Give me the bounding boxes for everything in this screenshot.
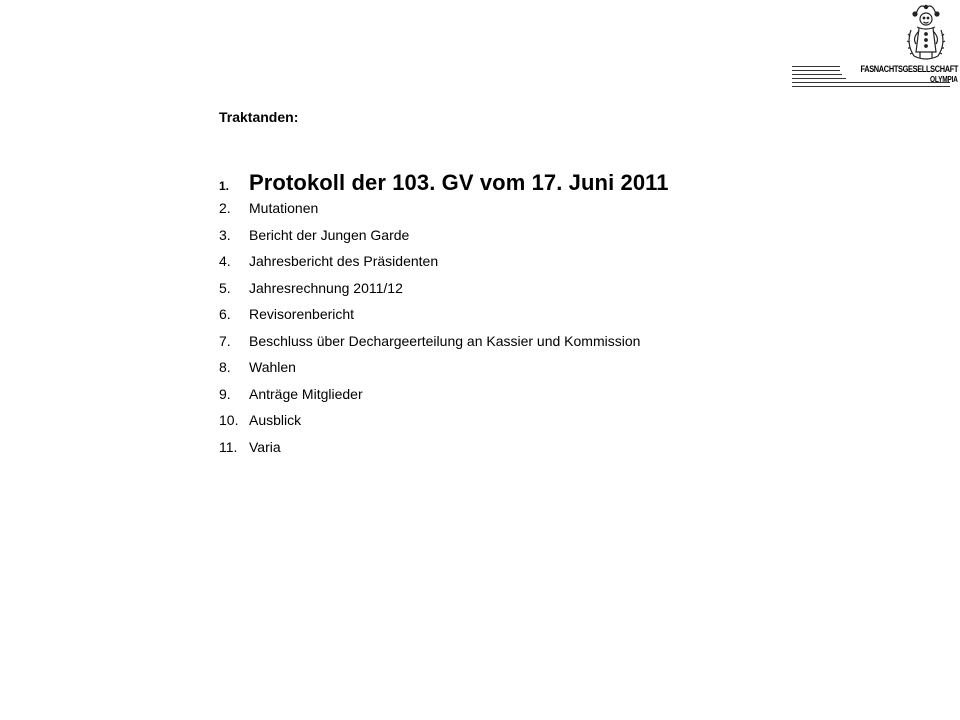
agenda-item-text: Wahlen — [249, 359, 296, 375]
agenda-item-number: 3. — [219, 226, 231, 243]
agenda-item-number: 8. — [219, 359, 231, 375]
agenda-item-number: 1. — [219, 179, 230, 193]
agenda-item — [219, 200, 669, 227]
agenda-item-text: Anträge Mitglieder — [249, 385, 363, 402]
agenda-item — [219, 306, 669, 333]
agenda-item — [219, 386, 669, 413]
agenda-item-number: 10. — [219, 412, 239, 428]
logo-wordmark-line1: FASNACHTSGESELLSCHAFT — [860, 64, 958, 74]
agenda-item-text: Beschluss über Dechargeerteilung an Kassier und Kommission — [249, 332, 641, 349]
agenda-item-number: 9. — [219, 385, 231, 402]
agenda-item-text: Jahresrechnung 2011/12 — [249, 279, 403, 296]
agenda-item — [219, 412, 669, 439]
page-heading: Traktanden: — [219, 109, 299, 125]
agenda-item-text: Varia — [249, 438, 281, 455]
agenda-item — [219, 227, 669, 254]
agenda-item — [219, 359, 669, 386]
agenda-item-number: 5. — [219, 279, 231, 296]
logo-wordmark-line2: OLYMPIA — [930, 75, 958, 84]
agenda-list — [219, 170, 669, 465]
agenda-item — [219, 170, 669, 200]
agenda-item-text: Jahresbericht des Präsidenten — [249, 253, 439, 269]
agenda-item-text: Mutationen — [249, 200, 319, 216]
agenda-item-text: Bericht der Jungen Garde — [249, 226, 410, 243]
agenda-item-text: Revisorenbericht — [249, 306, 355, 322]
agenda-item — [219, 439, 669, 466]
agenda-item-number: 4. — [219, 253, 231, 269]
agenda-item — [219, 333, 669, 360]
jester-emblem-icon — [902, 0, 950, 64]
agenda-item — [219, 253, 669, 280]
agenda-item-number: 6. — [219, 306, 231, 322]
agenda-item-number: 2. — [219, 200, 231, 216]
agenda-item — [219, 280, 669, 307]
agenda-item-text: Protokoll der 103. GV vom 17. Juni 2011 — [249, 170, 669, 195]
agenda-item-text: Ausblick — [249, 412, 302, 428]
agenda-item-number: 11. — [219, 438, 238, 455]
agenda-item-number: 7. — [219, 332, 231, 349]
logo — [790, 0, 960, 92]
